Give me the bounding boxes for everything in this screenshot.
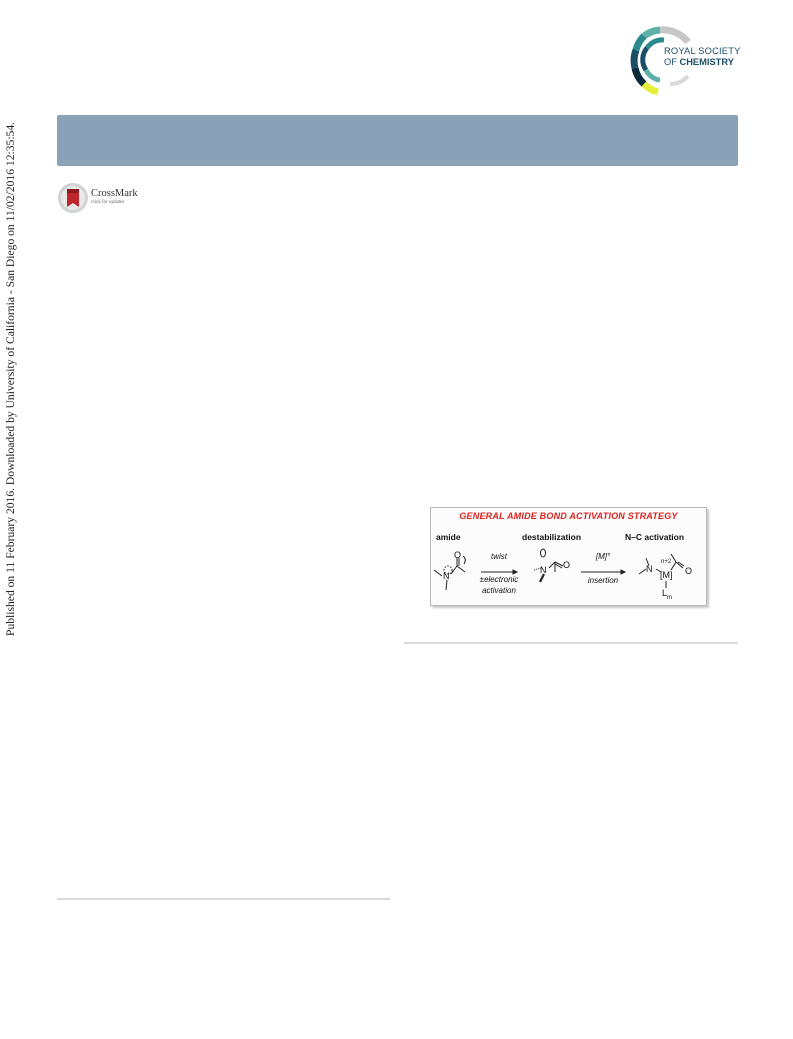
- amide-atom-o: O: [454, 550, 462, 560]
- insertion-arrowhead: [621, 570, 625, 574]
- crossmark-icon: [57, 182, 89, 214]
- arrow1-bottom-label-2: activation: [482, 586, 516, 595]
- nc-metal: [M]: [660, 570, 673, 580]
- destab-bond: [549, 562, 555, 568]
- twist-arrowhead: [513, 570, 517, 574]
- destab-atom-n: N: [540, 565, 547, 575]
- arrow2-bottom-label: insertion: [587, 576, 619, 585]
- label-destabilization: destabilization: [522, 532, 582, 542]
- amide-activation-graphic: [430, 507, 707, 606]
- nc-atom-o: O: [685, 566, 693, 576]
- nc-ligand: $L_m$: [662, 588, 673, 601]
- article-header-band: [57, 115, 738, 166]
- crossmark-text: [91, 188, 138, 206]
- left-column-rule: [57, 898, 390, 900]
- nc-bond: [671, 562, 676, 570]
- nc-bond: [639, 569, 646, 574]
- right-column-rule: [404, 642, 738, 644]
- amide-bond: [457, 566, 465, 572]
- destab-carbonyl: [555, 562, 563, 566]
- download-notice: Published on 11 February 2016. Downloaded by University of California - San Diego on 11/02/2016 12:35:54.: [4, 121, 17, 636]
- nc-charge: n+2: [661, 559, 672, 565]
- logo-line1: ROYAL SOCIETY: [664, 46, 741, 56]
- crossmark-name: CrossMark: [91, 188, 138, 199]
- destab-lone-pair: [541, 549, 546, 557]
- figure-title: GENERAL AMIDE BOND ACTIVATION STRATEGY: [459, 511, 678, 521]
- label-amide: amide: [436, 532, 461, 542]
- nc-atom-n: N: [646, 564, 653, 574]
- nc-bond: [671, 554, 676, 562]
- amide-bond: [446, 580, 447, 590]
- amide-curly-arrow: [463, 556, 465, 564]
- destab-atom-o: O: [563, 560, 571, 570]
- arrow1-top-label: twist: [491, 552, 507, 561]
- crossmark-badge[interactable]: [57, 182, 149, 214]
- rsc-logo-text: [664, 46, 740, 68]
- logo-line2: OF CHEMISTRY: [664, 57, 734, 67]
- arrow2-top-label: [M]°: [595, 552, 611, 561]
- destab-wedge-bond: [540, 574, 544, 582]
- amide-atom-n: N: [443, 571, 450, 581]
- rsc-logo[interactable]: [630, 24, 742, 98]
- amide-bond: [434, 570, 442, 576]
- arrow1-bottom-label-1: ±electronic: [479, 575, 519, 584]
- crossmark-subtitle: click for updates: [91, 200, 125, 205]
- label-nc-activation: N–C activation: [625, 532, 685, 542]
